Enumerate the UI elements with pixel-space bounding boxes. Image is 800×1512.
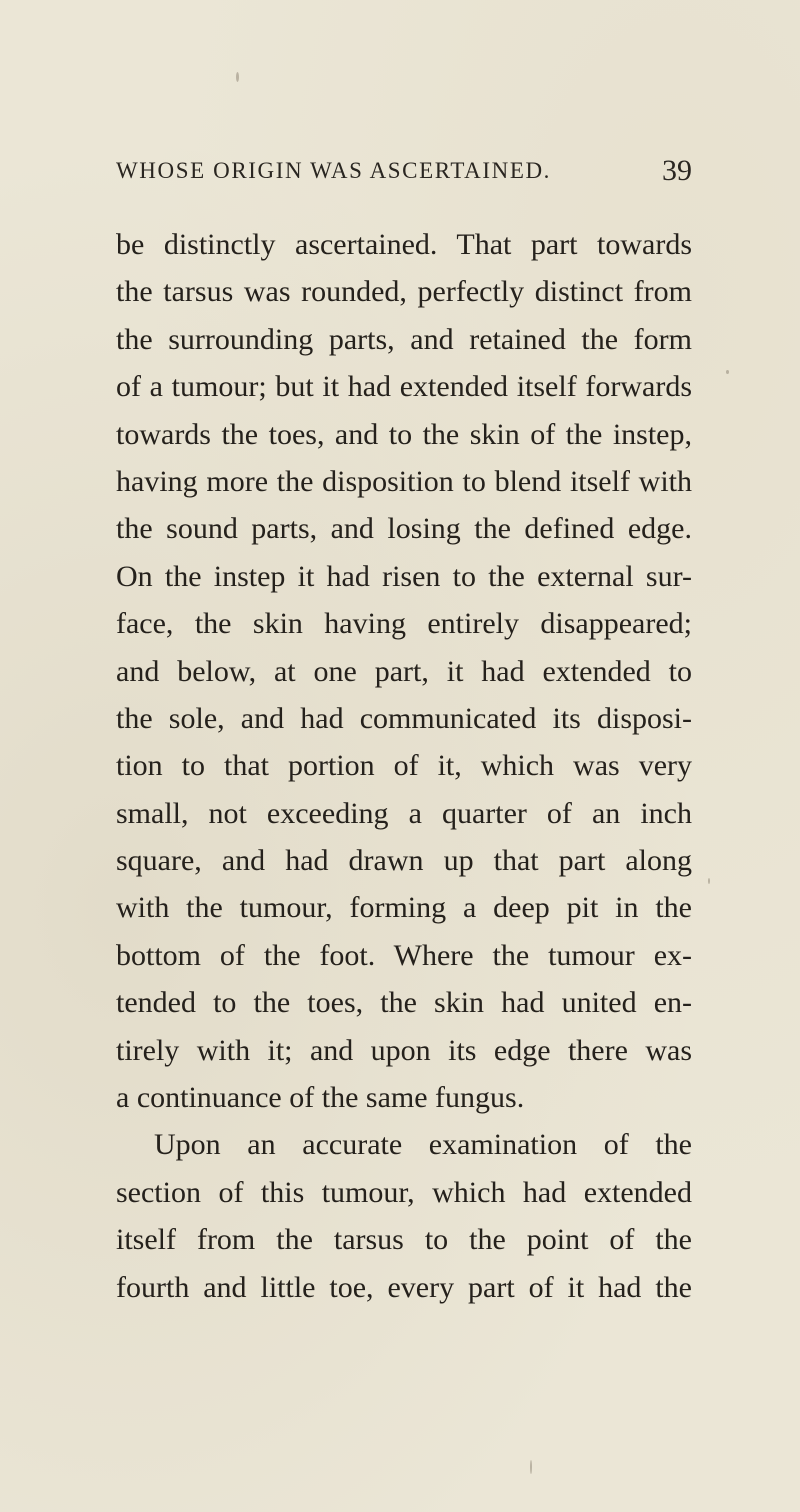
paper-speck [708,878,710,884]
page-number: 39 [662,154,692,187]
text-line: fourth and little toe, every part of it had the [116,1270,692,1304]
text-line: be distinctly ascertained. That part towards [116,228,692,261]
text-line: of a tumour; but it had extended itself forwards [116,370,692,404]
text-line: section of this tumour, which had extended [116,1175,692,1209]
text-line: itself from the tarsus to the point of the [116,1223,692,1257]
paper-speck [236,72,239,82]
text-line: towards the toes, and to the skin of the instep, [116,417,692,451]
text-line: bottom of the foot. Where the tumour ex- [116,938,692,972]
paper-speck [530,1460,532,1474]
text-line: the sound parts, and losing the defined edge. [116,512,692,546]
text-line: having more the disposition to blend itself with [116,464,692,498]
text-line: tion to that portion of it, which was very [116,749,692,783]
text-line: the tarsus was rounded, perfectly distinct from [116,275,692,309]
text-line: a continuance of the same fungus. [116,1081,525,1115]
text-line: the sole, and had communicated its disposi- [116,701,692,735]
text-line: small, not exceeding a quarter of an inch [116,796,692,830]
running-head [116,154,692,190]
text-line: Upon an accurate examination of the [154,1128,692,1162]
text-line: with the tumour, forming a deep pit in the [116,891,692,925]
text-line: tended to the toes, the skin had united en- [116,986,692,1020]
body-text [116,221,692,1311]
text-line: tirely with it; and upon its edge there was [116,1033,692,1067]
running-title: WHOSE ORIGIN WAS ASCERTAINED. [116,158,552,183]
text-line: the surrounding parts, and retained the form [116,322,692,356]
text-line: square, and had drawn up that part along [116,844,692,878]
text-line: and below, at one part, it had extended to [116,654,692,688]
text-line: On the instep it had risen to the external sur- [116,559,692,593]
paper-speck [726,370,729,374]
text-line: face, the skin having entirely disappeared; [116,607,692,641]
